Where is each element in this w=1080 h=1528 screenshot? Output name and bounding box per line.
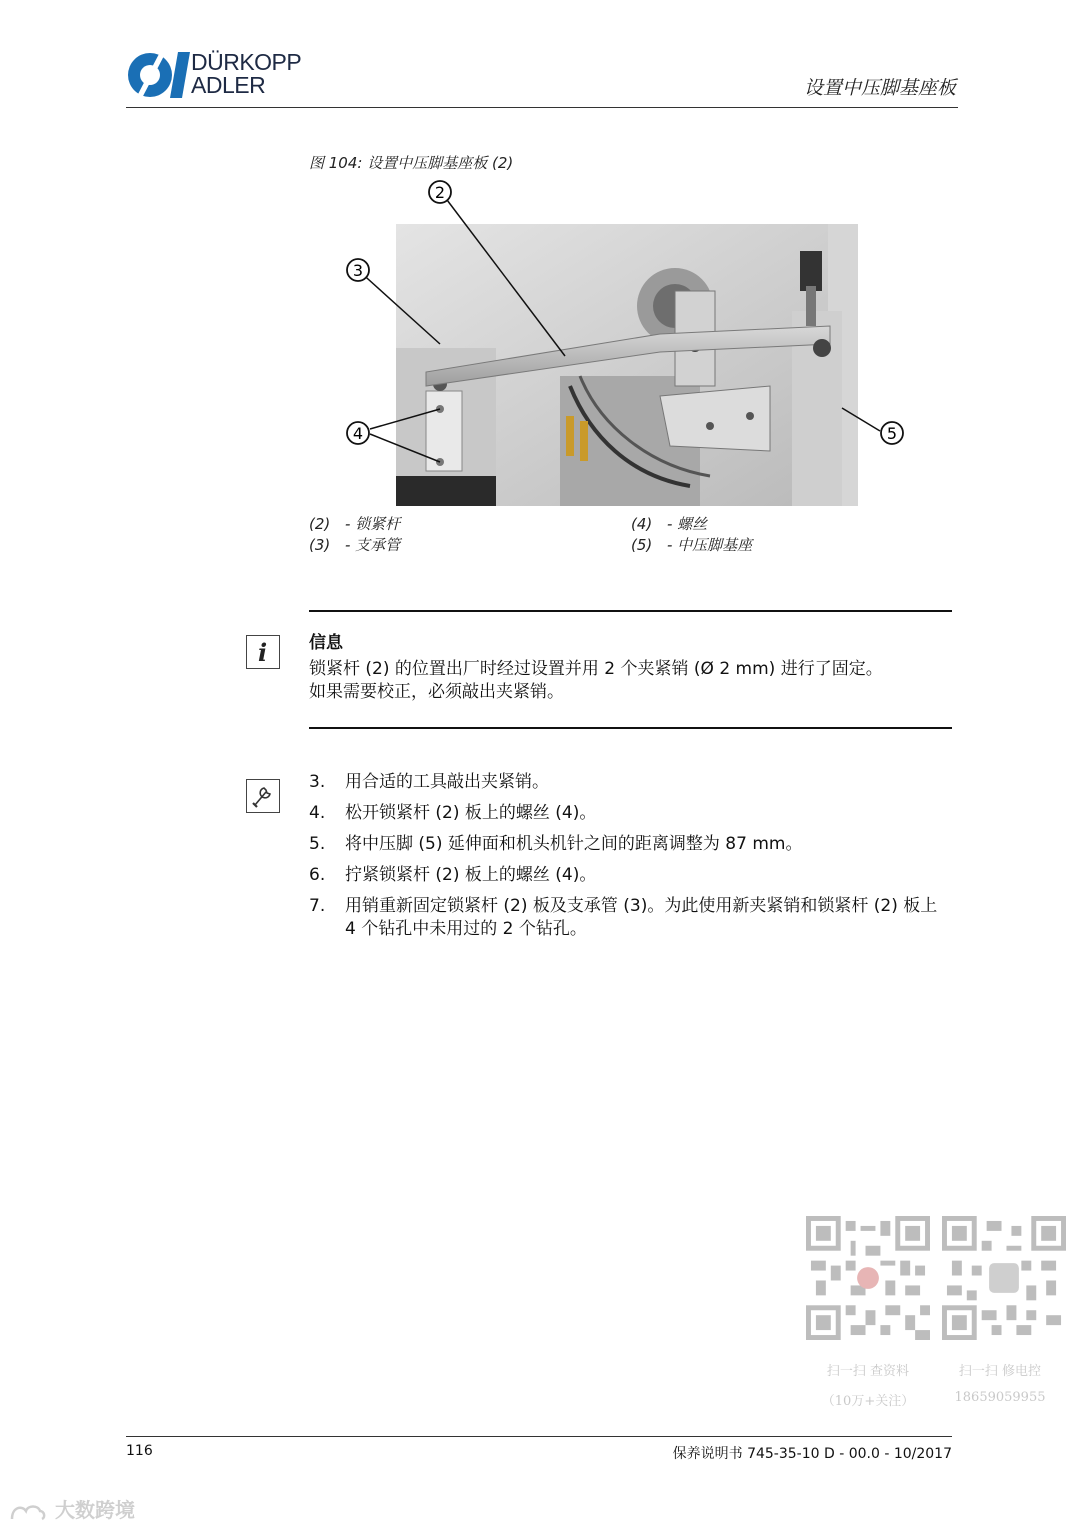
qr-right-label-2: 18659059955 <box>954 1390 1046 1405</box>
legend-num: (5) <box>631 536 653 554</box>
svg-text:3: 3 <box>352 261 364 280</box>
step-number: 5. <box>309 834 326 854</box>
document-reference: 保养说明书 745-35-10 D - 00.0 - 10/2017 <box>672 1446 952 1462</box>
legend-item-5 <box>631 534 752 555</box>
step-text: 用合适的工具敲出夹紧销。 <box>345 772 549 792</box>
page-number: 116 <box>126 1443 153 1459</box>
legend-label: - 中压脚基座 <box>667 536 753 554</box>
info-line-1: 锁紧杆 (2) 的位置出厂时经过设置并用 2 个夹紧销 (Ø 2 mm) 进行了固定。 <box>309 659 883 679</box>
step-number: 7. <box>309 896 326 916</box>
qr-left-label-1: 扫一扫 查资料 <box>826 1364 910 1379</box>
info-line-2: 如果需要校正，必须敲出夹紧销。 <box>309 682 564 702</box>
callout-3 <box>347 259 369 281</box>
legend-num: (2) <box>309 515 331 533</box>
info-title: 信息 <box>309 633 343 653</box>
step-text: 松开锁紧杆 (2) 板上的螺丝 (4)。 <box>345 803 597 823</box>
qr-code-left <box>806 1216 930 1340</box>
step-text: 拧紧锁紧杆 (2) 板上的螺丝 (4)。 <box>345 865 597 885</box>
step-item <box>309 771 939 794</box>
qr-code-right <box>942 1216 1066 1340</box>
callout-2 <box>429 181 451 203</box>
step-list <box>309 771 939 949</box>
info-bottom-rule <box>309 727 952 729</box>
legend-label: - 支承管 <box>345 536 401 554</box>
legend-item-3 <box>309 534 400 555</box>
svg-text:5: 5 <box>886 424 898 443</box>
step-number: 4. <box>309 803 326 823</box>
legend-num: (4) <box>631 515 653 533</box>
legend-label: - 锁紧杆 <box>345 515 401 533</box>
qr-right-label-1: 扫一扫 修电控 <box>958 1364 1042 1379</box>
watermark-logo-icon <box>8 1501 48 1523</box>
svg-text:4: 4 <box>352 424 364 443</box>
info-body <box>309 658 959 704</box>
logo-line-1: DÜRKOPP <box>191 49 302 75</box>
legend-num: (3) <box>309 536 331 554</box>
step-text: 将中压脚 (5) 延伸面和机头机针之间的距离调整为 87 mm。 <box>345 834 803 854</box>
callout-5 <box>881 422 903 444</box>
legend-item-2 <box>309 513 400 534</box>
step-item <box>309 802 939 825</box>
legend-label: - 螺丝 <box>667 515 708 533</box>
machine-photo <box>330 176 930 516</box>
step-item <box>309 864 939 887</box>
page-title: 设置中压脚基座板 <box>803 77 956 99</box>
step-item <box>309 895 939 941</box>
info-icon <box>246 635 280 669</box>
step-number: 6. <box>309 865 326 885</box>
legend-item-4 <box>631 513 707 534</box>
qr-left-label-2: （10万+关注） <box>821 1394 915 1409</box>
step-text: 用销重新固定锁紧杆 (2) 板及支承管 (3)。为此使用新夹紧销和锁紧杆 (2) 板上 4 个钻孔中未用过的 2 个钻孔。 <box>345 896 938 939</box>
step-number: 3. <box>309 772 326 792</box>
wrench-icon <box>246 779 280 813</box>
logo-wordmark <box>191 51 301 97</box>
watermark <box>8 1494 135 1523</box>
svg-text:i: i <box>257 638 268 667</box>
header-divider <box>126 107 958 108</box>
footer-divider <box>126 1436 952 1437</box>
logo-line-2: ADLER <box>191 72 266 98</box>
figure-caption: 图 104: 设置中压脚基座板 (2) <box>309 154 514 172</box>
step-item <box>309 833 939 856</box>
watermark-text: 大数跨境 <box>54 1498 135 1522</box>
info-top-rule <box>309 610 952 612</box>
svg-text:2: 2 <box>434 183 446 202</box>
callout-4 <box>347 422 369 444</box>
